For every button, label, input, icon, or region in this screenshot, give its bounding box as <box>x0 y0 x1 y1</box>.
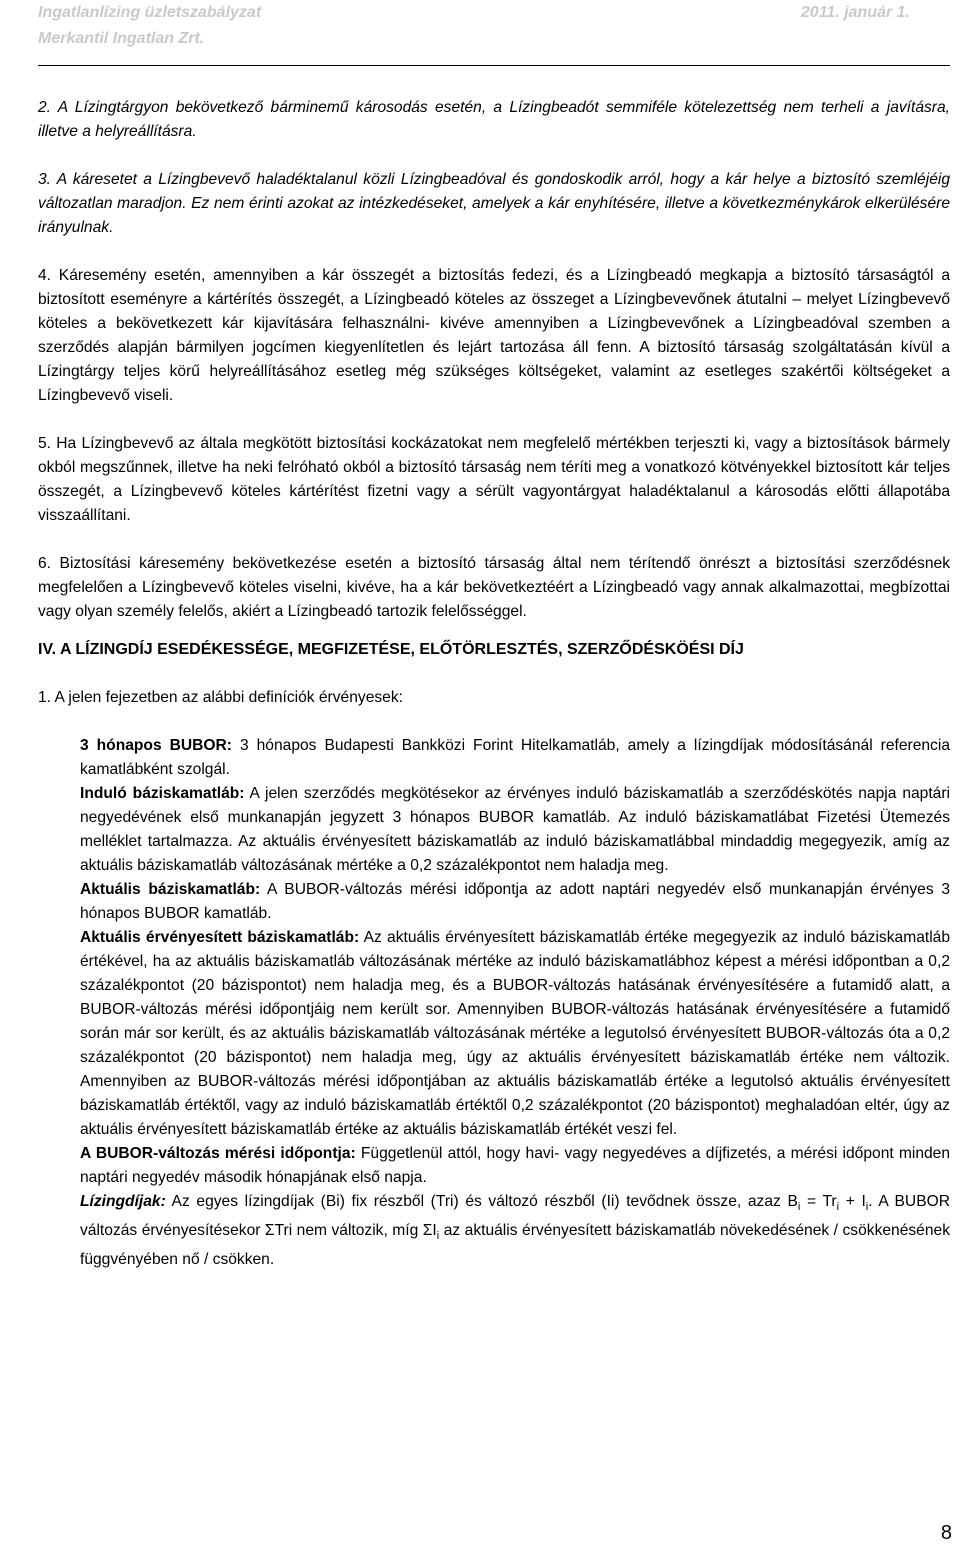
page-header <box>38 0 950 52</box>
definitions <box>38 734 950 1272</box>
definition-meresi <box>80 1142 950 1190</box>
document-body <box>38 96 950 1272</box>
item-1: 1. A jelen fejezetben az alábbi definíciók érvényesek: <box>38 689 403 706</box>
header-date: 2011. január 1. <box>800 4 910 21</box>
term-aktualis: Aktuális báziskamatláb: <box>80 881 261 898</box>
text-indulo: A jelen szerződés megkötésekor az érvényes induló báziskamatláb a szerződéskötés napja naptári negyedévének első munkanapján jegyzett 3 hónapos BUBOR kamatláb. Az induló báziskamatlábat Fizetési Ütemezés melléklet tartalmazza. Az aktuális érvényesített báziskamatláb az induló báziskamatlábbal mindaddig megegyezik, amíg az aktuális báziskamatláb változásának mértéke a 0,2 százalékpontot nem haladja meg. <box>80 785 950 874</box>
paragraph-6: 6. Biztosítási káresemény bekövetkezése esetén a biztosító társaság által nem térítendő önrészt a biztosítási szerződésnek megfelelően a Lízingbevevő köteles viselni, kivéve, ha a kár bekövetkeztéért a Lízingbeadó vagy annak alkalmazottai, megbízottai vagy olyan személy felelős, akiért a Lízingbeadó tartozik felelősséggel. <box>38 555 950 620</box>
definition-bubor <box>80 734 950 782</box>
header-rule <box>38 65 950 66</box>
term-ervenyesitett: Aktuális érvényesített báziskamatláb: <box>80 929 360 946</box>
term-meresi: A BUBOR-változás mérési időpontja: <box>80 1145 356 1162</box>
paragraph-4: 4. Káresemény esetén, amennyiben a kár összegét a biztosítás fedezi, és a Lízingbeadó megkapja a biztosító társaságtól a biztosított eseményre a kártérítés összegét, a Lízingbeadó köteles az összeget a Lízingbevevőnek átutalni – melyet Lízingbevevő köteles a bekövetkezett kár kijavítására felhasználni- kivéve amennyiben a Lízingbevevőnek a Lízingbeadóval szemben a szerződés alapján bármilyen jogcímen kiegyenlítetlen és lejárt tartozása áll fenn. A biztosító társaság szolgáltatásán kívül a Lízingtárgy teljes körű helyreállításához esetleg még szükséges költségeket, valamint az esetleges szakértői költségeket a Lízingbevevő viseli. <box>38 267 950 404</box>
text-ervenyesitett: Az aktuális érvényesített báziskamatláb értéke megegyezik az induló báziskamatláb értékével, ha az aktuális báziskamatláb változásának mértéke az induló báziskamatlábhoz képest a mérési időpontban a 0,2 százalékpontot (20 bázispontot) nem haladja meg, és a BUBOR-változás hatásának érvényesítésére a futamidő alatt, a BUBOR-változás mérési időpontjáig nem került sor. Amennyiben BUBOR-változás hatásának érvényesítésére a futamidő során már sor került, és az aktuális báziskamatláb változásának mértéke a legutolsó érvényesített BUBOR-változás óta a 0,2 százalékpontot (20 bázispontot) nem haladja meg, úgy az aktuális érvényesített báziskamatláb értéke nem változik. Amennyiben az BUBOR-változás mérési időpontjában az aktuális báziskamatláb értéke a legutolsó aktuális érvényesített báziskamatláb értéktől, vagy az induló báziskamatláb értéktől 0,2 százalékpontot (20 bázispontot) meghaladóan eltér, úgy az aktuális érvényesített báziskamatláb értéke az aktuális báziskamatláb értékét veszi fel. <box>80 929 951 1138</box>
text-lizingdijak-2: . A BUBOR változás érvényesítésekor ΣTri nem változik, míg ΣI <box>80 1193 950 1240</box>
definition-ervenyesitett <box>80 926 950 1142</box>
definition-indulo <box>80 782 950 878</box>
text-lizingdijak-3: az aktuális érvényesített báziskamatláb növekedésének / csökkenésének függvényében nő / csökken. <box>80 1222 950 1269</box>
term-indulo: Induló báziskamatláb: <box>80 785 245 802</box>
term-lizingdijak: Lízingdíjak: <box>80 1193 166 1210</box>
section-heading: IV. A LÍZINGDÍJ ESEDÉKESSÉGE, MEGFIZETÉSE, ELŐTÖRLESZTÉS, SZERZŐDÉSKÖÉSI DÍJ <box>38 641 744 658</box>
text-lizingdijak: Az egyes lízingdíjak (Bi) fix részből (Tri) és változó részből (Ii) tevődnek össze, azaz <box>165 1193 781 1210</box>
header-company: Merkantil Ingatlan Zrt. <box>38 30 205 47</box>
definition-lizingdijak: Lízingdíjak: Az egyes lízingdíjak (Bi) fix részből (Tri) és változó részből (Ii) tevődnek össze, azaz $B_i = Tr_i + I_i$. A BUBOR változás érvényesítésekor ΣTri nem változik, míg $\Sigma I_i$ az aktuális érvényesített báziskamatláb növekedésének / csökkenésének függvényében nő / csökken. <box>80 1193 950 1269</box>
formula: $B_i = Tr_i + I_i$ <box>787 1193 869 1214</box>
paragraph-3: 3. A káresetet a Lízingbevevő haladéktalanul közli Lízingbeadóval és gondoskodik arról, hogy a kár helye a biztosító szemléjéig változatlan maradjon. Ez nem érinti azokat az intézkedéseket, amelyek a kár enyhítésére, illetve a következménykárok elkerülésére irányulnak. <box>38 171 950 236</box>
text-bubor: 3 hónapos Budapesti Bankközi Forint Hitelkamatláb, amely a lízingdíjak módosításánál referencia kamatlábként szolgál. <box>80 737 950 778</box>
page-number: 8 <box>940 1522 952 1544</box>
paragraph-2: 2. A Lízingtárgyon bekövetkező bárminemű károsodás esetén, a Lízingbeadót semmiféle kötelezettség nem terheli a javításra, illetve a helyreállításra. <box>38 99 950 140</box>
paragraph-5: 5. Ha Lízingbevevő az általa megkötött biztosítási kockázatokat nem megfelelő mértékben terjeszti ki, vagy a biztosítások bármely okból megszűnnek, illetve ha neki felróható okból a biztosító társaság nem téríti meg a vonatkozó kötvényekkel biztosított kár teljes összegét, a Lízingbevevő köteles kártérítést fizetni vagy a sérült vagyontárgyat haladéktalanul a károsodás előtti állapotába visszaállítani. <box>38 435 950 524</box>
header-title: Ingatlanlízing üzletszabályzat <box>38 4 262 21</box>
definition-aktualis <box>80 878 950 926</box>
term-bubor: 3 hónapos BUBOR: <box>80 737 232 754</box>
text-aktualis: A BUBOR-változás mérési időpontja az adott naptári negyedév első munkanapján érvényes 3 hónapos BUBOR kamatláb. <box>80 881 951 922</box>
text-meresi: Függetlenül attól, hogy havi- vagy negyedéves a díjfizetés, a mérési időpont minden naptári negyedév második hónapjának első napja. <box>80 1145 951 1186</box>
